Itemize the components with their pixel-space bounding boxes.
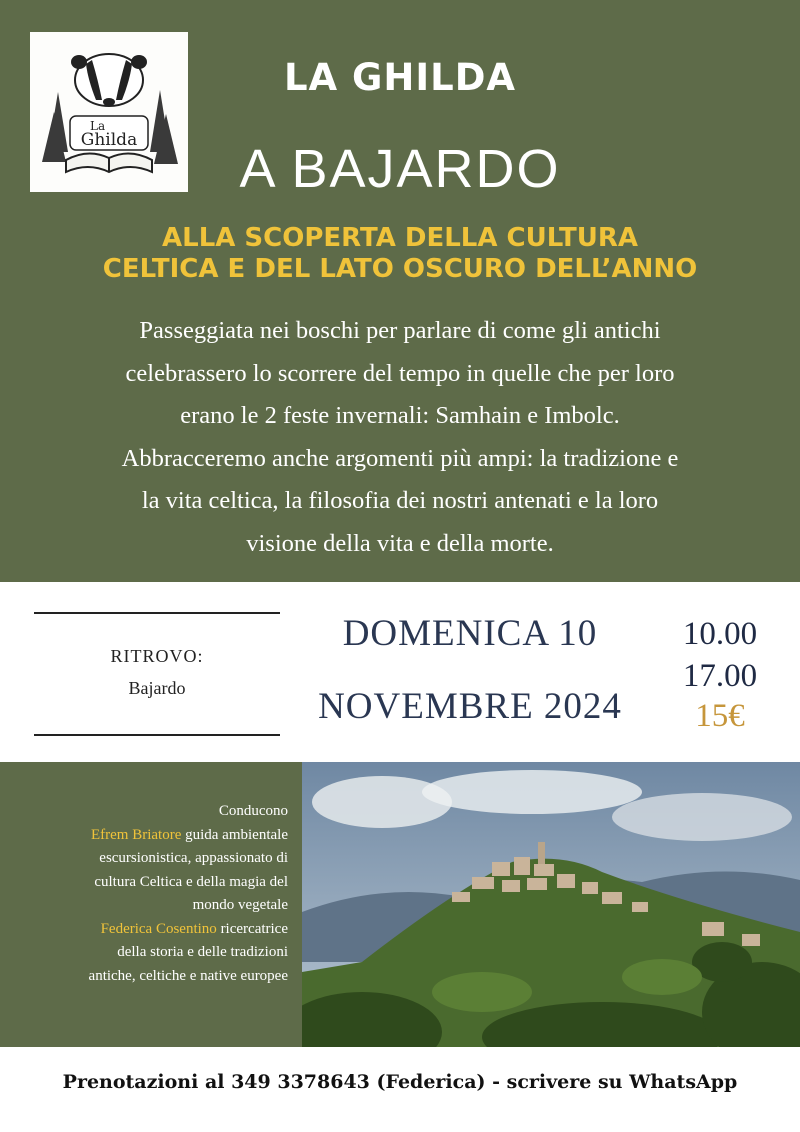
- event-details-section: [0, 582, 800, 762]
- divider: [34, 612, 280, 614]
- description-line: celebrassero lo scorrere del tempo in quelle che per loro: [125, 359, 675, 387]
- guide-description: cultura Celtica e della magia del: [94, 873, 288, 890]
- meeting-place: Bajardo: [128, 678, 186, 698]
- description-line: Passeggiata nei boschi per parlare di come gli antichi: [139, 317, 661, 344]
- start-time: 10.00: [682, 616, 758, 652]
- description-line: Abbracceremo anche argomenti più ampi: la tradizione e: [121, 444, 679, 472]
- end-time: 17.00: [682, 658, 758, 694]
- guide-description: della storia e delle tradizioni: [117, 944, 288, 960]
- guide-name: Efrem Briatore: [90, 826, 182, 843]
- event-price: 15€: [695, 698, 745, 734]
- event-description: [30, 310, 770, 565]
- guide-description: guida ambientale: [181, 826, 288, 843]
- booking-info: Prenotazioni al 349 3378643 (Federica) - scrivere su WhatsApp: [62, 1071, 738, 1093]
- event-date-day: DOMENICA 10: [342, 613, 598, 654]
- logo-text-ghilda: Ghilda: [80, 130, 138, 150]
- description-line: erano le 2 feste invernali: Samhain e Imbolc.: [180, 402, 620, 429]
- guide-description: escursionistica, appassionato di: [99, 850, 288, 866]
- guides-section: [0, 762, 302, 1047]
- event-subtitle: [20, 223, 780, 285]
- guides-credits: [14, 800, 288, 988]
- village-photo: [302, 762, 800, 1047]
- description-line: la vita celtica, la filosofia dei nostri antenati e la loro: [141, 487, 659, 514]
- subtitle-line: ALLA SCOPERTA DELLA CULTURA: [162, 223, 638, 253]
- hilltop-village-image: [302, 762, 800, 1047]
- guide-name: Federica Cosentino: [100, 920, 217, 937]
- description-line: visione della vita e della morte.: [246, 529, 554, 557]
- logo-text-la: La: [90, 119, 106, 133]
- credits-intro: Conducono: [218, 803, 288, 819]
- guide-description: mondo vegetale: [192, 897, 288, 913]
- meeting-label: RITROVO:: [110, 646, 204, 666]
- guide-description: antiche, celtiche e native europee: [88, 967, 288, 984]
- guide-description: ricercatrice: [216, 920, 288, 937]
- event-place-title: A BAJARDO: [239, 139, 561, 199]
- organization-title: LA GHILDA: [283, 56, 517, 99]
- booking-footer: [0, 1047, 800, 1132]
- subtitle-line: CELTICA E DEL LATO OSCURO DELL’ANNO: [102, 254, 698, 284]
- divider: [34, 734, 280, 736]
- event-date-month-year: NOVEMBRE 2024: [318, 686, 622, 727]
